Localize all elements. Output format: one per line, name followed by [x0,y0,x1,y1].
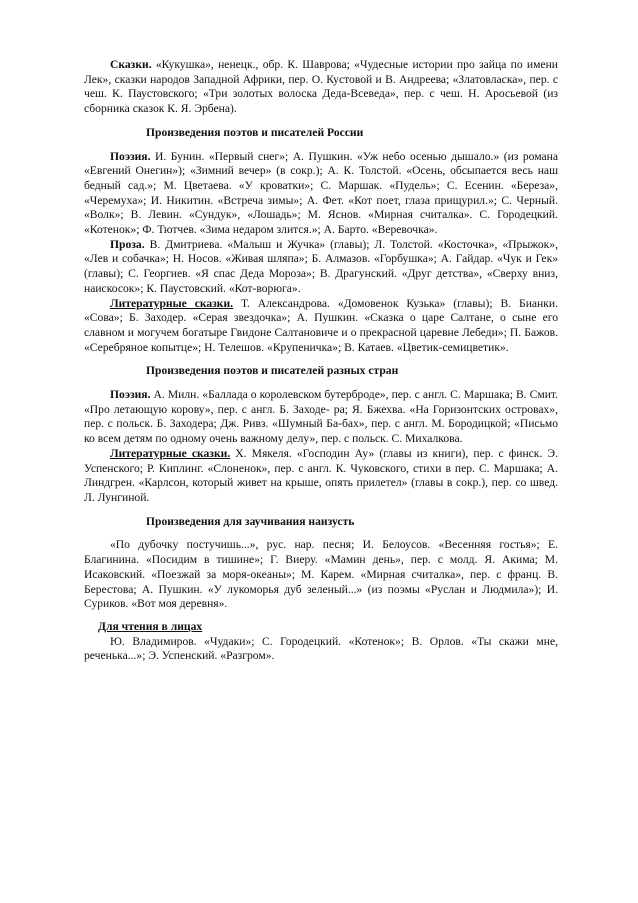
paragraph-text: «Кукушка», ненецк., обр. К. Шаврова; «Чудесные истории про зайца по имени Лек», сказки народов Западной Африки, пер. О. Кустовой и В. Андреева; «Златовласка», пер. с чеш. К. Паустовского; «Три золотых волоска Деда-Всеведа», пер. с чеш. Н. Аросьевой (из сборника сказок К. Я. Эрбена). [84,58,558,116]
paragraph-text: И. Бунин. «Первый снег»; А. Пушкин. «Уж небо осенью дышало.» (из романа «Евгений Онегин»); «Зимний вечер» (в сокр.); А. К. Толстой. «Осень, обсыпается весь наш бедный сад.»; М. Цветаева. «У кроватки»; С. Маршак. «Пудель»; С. Есенин. «Береза», «Черемуха»; И. Никитин. «Встреча зимы»; А. Фет. «Кот поет, глаза прищурил.»; С. Черный. «Волк»; В. Левин. «Сундук», «Лошадь»; М. Яснов. «Мирная считалка». С. Городецкий. «Котенок»; Ф. Тютчев. «Зима недаром злится.»; А. Барто. «Веревочка». [84,149,558,237]
paragraph-label: Литературные сказки. [110,446,231,460]
paragraph-fairy-tales [84,58,558,117]
paragraph-roles [84,635,558,664]
paragraph-poetry-russia [84,150,558,238]
section-heading-russia: Произведения поэтов и писателей России [146,125,364,139]
spacer [84,612,558,620]
paragraph-text: Х. Мякеля. «Господин Ау» (главы из книги), пер. с финск. Э. Успенского; Р. Киплинг. «Слоненок», пер. с англ. К. Чуковского, стихи в пер. С. Маршака; А. Линдгрен. «Карлсон, который живет на крыше, опять прилетел» (главы в сокр.), пер. со швед. Л. Лунгиной. [84,446,558,504]
paragraph-text: А. Милн. «Баллада о королевском бутерброде», пер. с англ. С. Маршака; В. Смит. «Про летающую корову», пер. с англ. Б. Заходе- ра; Я. Бжехва. «На Горизонтских островах», пер. с польск. Б. Заходера; Дж. Ривз. «Шумный Ба-бах», пер. с англ. М. Бородицкой; «Письмо ко всем детям по одному очень важному делу», пер. с польск. С. Михалкова. [84,388,558,446]
paragraph-text: В. Дмитриева. «Малыш и Жучка» (главы); Л. Толстой. «Косточка», «Прыжок», «Лев и собачка»; Н. Носов. «Живая шляпа»; Б. Алмазов. «Горбушка»; А. Гайдар. «Чук и Гек» (главы); С. Георгиев. «Я спас Деда Мороза»; В. Драгунский. «Друг детства», «Сверху вниз, наискосок»; К. Паустовский. «Кот-ворюга». [84,237,558,295]
paragraph-text: Ю. Владимиров. «Чудаки»; С. Городецкий. «Котенок»; В. Орлов. «Ты скажи мне, реченька...»; Э. Успенский. «Разгром». [84,634,558,663]
paragraph-text: «По дубочку постучишь...», рус. нар. песня; И. Белоусов. «Весенняя гостья»; Е. Благинина. «Посидим в тишине»; Г. Виеру. «Мамин день», пер. с молд. Я. Акима; М. Исаковский. «Поезжай за моря-океаны»; М. Карем. «Мирная считалка», пер. с франц. В. Берестова; А. Пушкин. «У лукоморья дуб зеленый...» (из поэмы «Руслан и Людмила»); И. Суриков. «Вот моя деревня». [84,538,558,611]
paragraph-literary-tales-russia [84,297,558,356]
paragraph-label: Поэзия. [110,388,151,402]
paragraph-label: Проза. [110,237,145,251]
paragraph-label: Литературные сказки. [110,296,234,310]
paragraph-memorize [84,538,558,612]
section-heading-world: Произведения поэтов и писателей разных стран [146,364,399,378]
paragraph-literary-tales-world [84,447,558,506]
paragraph-poetry-world [84,388,558,447]
paragraph-label: Поэзия. [110,149,151,163]
paragraph-label: Сказки. [110,58,152,71]
paragraph-text: Т. Александрова. «Домовенок Кузька» (главы); В. Бианки. «Сова»; Б. Заходер. «Серая звездочка»; А. Пушкин. «Сказка о царе Салтане, о сыне его славном и могучем богатыре Гвидоне Салтановиче и о прекрасной царевне Лебеди»; П. Бажов. «Серебряное копытце»; Н. Телешов. «Крупеничка»; В. Катаев. «Цветик-семицветик». [84,296,558,354]
section-heading-roles: Для чтения в лицах [98,619,203,633]
paragraph-prose-russia [84,238,558,297]
section-heading-memorize: Произведения для заучивания наизусть [146,514,355,528]
